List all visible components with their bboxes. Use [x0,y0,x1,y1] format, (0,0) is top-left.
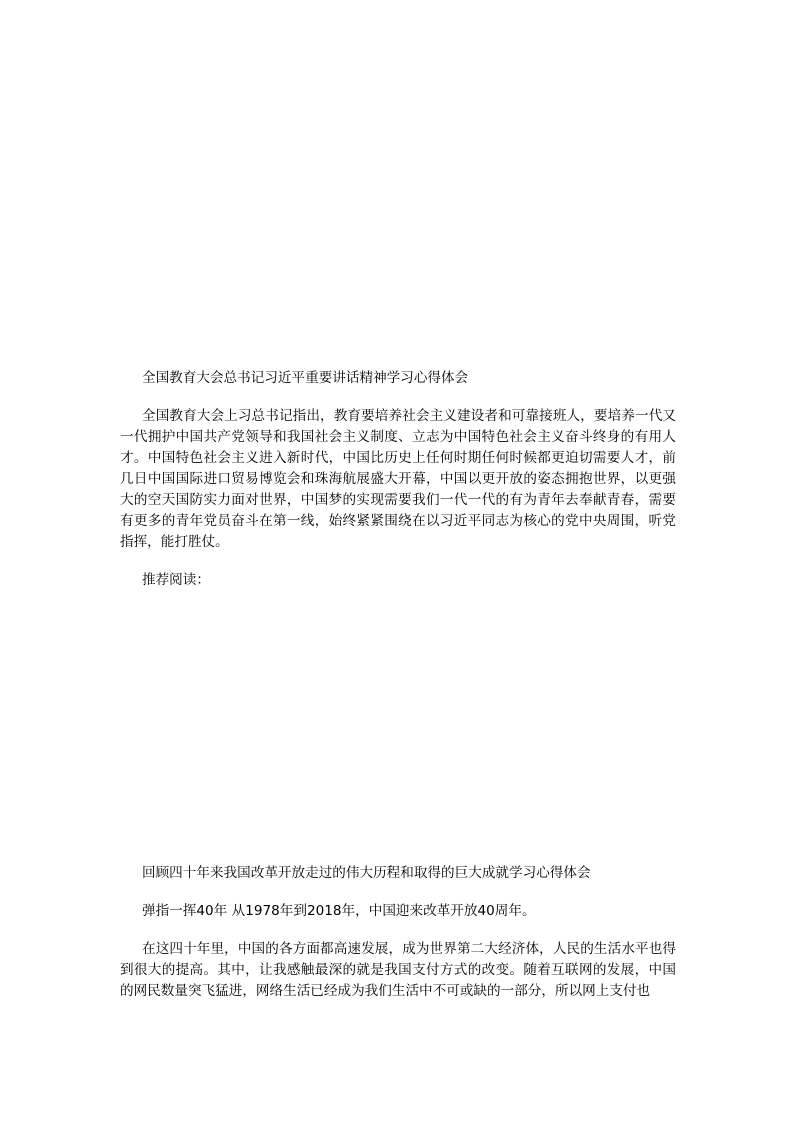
essay-title: 回顾四十年来我国改革开放走过的伟大历程和取得的巨大成就学习心得体会 [142,865,591,881]
essay-section-reform [120,863,676,1002]
essay-section-education [120,368,676,591]
essay-paragraph: 全国教育大会上习总书记指出，教育要培养社会主义建设者和可靠接班人，要培养一代又一代拥护中国共产党领导和我国社会主义制度、立志为中国特色社会主义奋斗终身的有用人才。中国特色社会主义进入新时代，中国比历史上任何时期任何时候都更迫切需要人才，前几日中国国际进口贸易博览会和珠海航展盛大开幕，中国以更开放的姿态拥抱世界，以更强大的空天国防实力面对世界，中国梦的实现需要我们一代一代的有为青年去奉献青春，需要有更多的青年党员奋斗在第一线，始终紧紧围绕在以习近平同志为核心的党中央周围，听党指挥，能打胜仗。 [120,408,676,550]
recommended-reading-label: 推荐阅读： [142,572,210,588]
essay-title: 全国教育大会总书记习近平重要讲话精神学习心得体会 [142,370,469,386]
essay-paragraph: 弹指一挥40年 从1978年到2018年，中国迎来改革开放40周年。 [142,903,536,919]
essay-paragraph: 在这四十年里，中国的各方面都高速发展，成为世界第二大经济体，人民的生活水平也得到很大的提高。其中，让我感触最深的就是我国支付方式的改变。随着互联网的发展，中国的网民数量突飞猛进，网络生活已经成为我们生活中不可或缺的一部分，所以网上支付也 [120,941,676,999]
